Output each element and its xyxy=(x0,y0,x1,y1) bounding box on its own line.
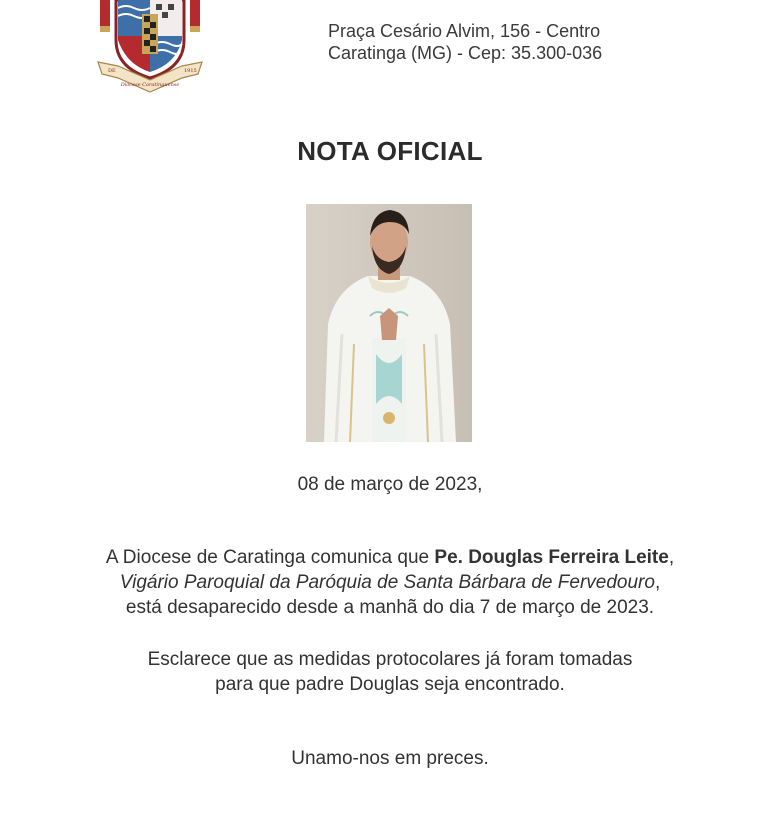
paragraph-1-line-1: A Diocese de Caratinga comunica que Pe. Douglas Ferreira Leite, xyxy=(105,547,675,568)
priest-photo xyxy=(306,204,472,442)
notice-date: 08 de março de 2023, xyxy=(297,474,483,495)
crest-banner-right: 1915 xyxy=(184,68,197,74)
priest-role: Vigário Paroquial da Paróquia de Santa Bárbara de Fervedouro xyxy=(119,572,655,593)
notice-paragraph-2 xyxy=(0,647,768,697)
crest-ribbon-text: Diocese Caratinguense xyxy=(120,82,180,88)
notice-closing: Unamo-nos em preces. xyxy=(291,748,489,769)
priest-name: Pe. Douglas Ferreira Leite xyxy=(434,547,669,568)
address-line-2: Caratinga (MG) - Cep: 35.300-036 xyxy=(328,43,603,63)
crest-banner-left: DE xyxy=(108,68,116,74)
address-line-1: Praça Cesário Alvim, 156 - Centro xyxy=(328,21,601,41)
diocese-crest-logo xyxy=(96,0,204,96)
diocese-address xyxy=(328,20,602,64)
paragraph-2-line-1: Esclarece que as medidas protocolares já foram tomadas xyxy=(147,649,633,670)
paragraph-1-line-2: Vigário Paroquial da Paróquia de Santa Bárbara de Fervedouro, xyxy=(119,572,661,593)
notice-title: NOTA OFICIAL xyxy=(297,136,483,166)
notice-paragraph-1 xyxy=(0,545,768,620)
paragraph-1-line-3: está desaparecido desde a manhã do dia 7 de março de 2023. xyxy=(125,597,655,618)
paragraph-2-line-2: para que padre Douglas seja encontrado. xyxy=(215,674,565,695)
